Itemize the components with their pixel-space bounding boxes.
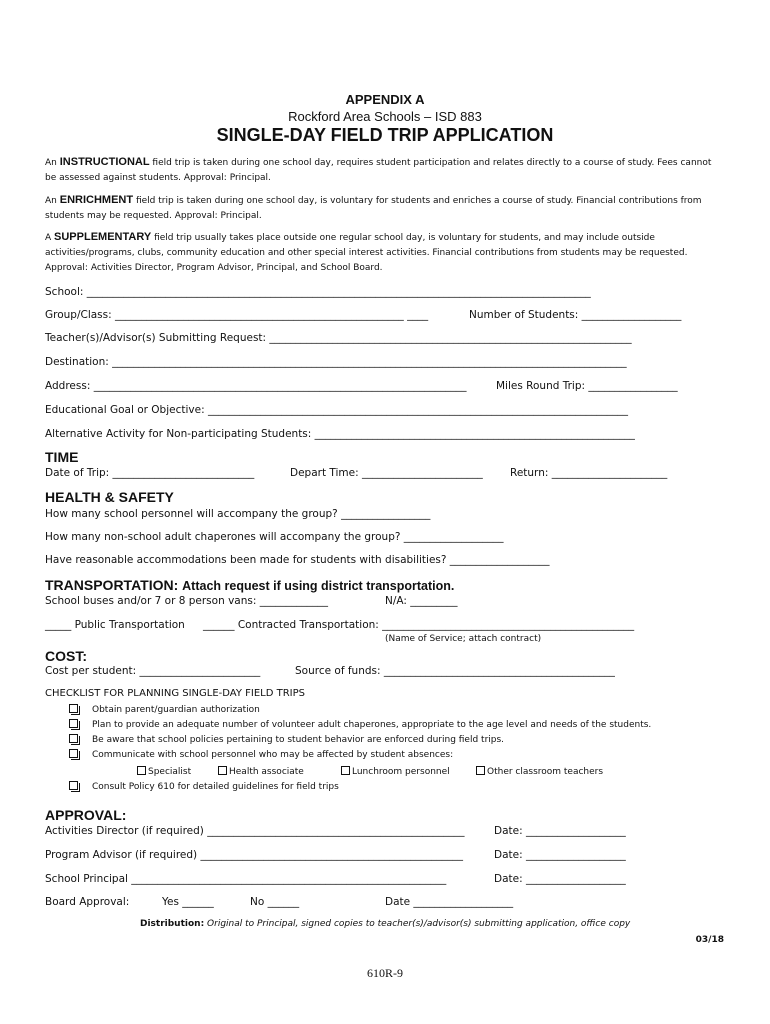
supplementary-term: SUPPLEMENTARY [54,231,152,243]
board-no-field[interactable]: No ______ [250,896,300,908]
school-field[interactable]: School: ________________________________________________________________________________________________ [45,286,591,298]
cost-per-student-field[interactable]: Cost per student: _______________________ [45,665,261,677]
school-buses-field[interactable]: School buses and/or 7 or 8 person vans: _____________ [45,595,328,607]
alternative-activity-field[interactable]: Alternative Activity for Non-participating Students: _____________________________________________________________ [45,428,635,440]
supplementary-pre: A [45,233,55,243]
date-of-trip-field[interactable]: Date of Trip: ___________________________ [45,467,255,479]
destination-field[interactable]: Destination: __________________________________________________________________________________________________ [45,356,627,368]
source-of-funds-field[interactable]: Source of funds: ____________________________________________ [295,665,615,677]
checkbox-icon[interactable] [69,704,78,713]
contracted-note: (Name of Service; attach contract) [385,634,542,644]
educational-goal-field[interactable]: Educational Goal or Objective: ________________________________________________________________________________ [45,404,628,416]
instructional-term: INSTRUCTIONAL [59,156,150,168]
number-of-students-field[interactable]: Number of Students: ___________________ [469,309,682,321]
health-safety-heading: HEALTH & SAFETY [45,489,174,505]
specialist-label: Specialist [148,767,192,777]
revision-date: 03/18 [695,935,724,945]
checklist-item: Be aware that school policies pertaining to student behavior are enforced during field trips. [92,735,505,745]
address-field[interactable]: Address: _______________________________________________________________________ [45,380,467,392]
checkbox-icon[interactable] [341,766,350,775]
checklist-item: Plan to provide an adequate number of volunteer adult chaperones, appropriate to the age level and needs of the students. [92,720,652,730]
transportation-note: Attach request if using district transportation. [182,579,455,593]
checkbox-icon[interactable] [69,734,78,743]
health-associate-label: Health associate [229,767,304,777]
program-advisor-field[interactable]: Program Advisor (if required) __________________________________________________ [45,849,463,861]
board-date-field[interactable]: Date ___________________ [385,896,514,908]
enrichment-text: field trip is taken during one school day, is voluntary for students and enriches a course of study. Financial contributions from students may be requested. Approval: Principal. [45,196,702,221]
district-name: Rockford Area Schools – ISD 883 [288,109,482,124]
checkbox-icon[interactable] [137,766,146,775]
school-principal-field[interactable]: School Principal ____________________________________________________________ [45,873,447,885]
appendix-label: APPENDIX A [345,92,425,107]
accommodations-field[interactable]: Have reasonable accommodations been made for students with disabilities? ___________________ [45,554,550,566]
checkbox-icon[interactable] [69,719,78,728]
board-approval-label: Board Approval: [45,896,130,908]
activities-director-field[interactable]: Activities Director (if required) _________________________________________________ [45,825,465,837]
supplementary-paragraph [45,230,725,276]
other-teachers-label: Other classroom teachers [487,767,604,777]
na-field[interactable]: N/A: _________ [385,595,458,607]
school-principal-date-field[interactable]: Date: ___________________ [494,873,626,885]
other-teachers-option[interactable] [476,765,603,780]
board-yes-field[interactable]: Yes ______ [162,896,214,908]
checkbox-icon[interactable] [69,749,78,758]
distribution-label: Distribution: [140,919,205,929]
instructional-pre: An [45,158,60,168]
cost-heading: COST: [45,648,87,664]
checklist-title: CHECKLIST FOR PLANNING SINGLE-DAY FIELD TRIPS [45,688,306,699]
distribution-note [140,919,630,929]
health-associate-option[interactable] [218,765,304,780]
checklist-item: Consult Policy 610 for detailed guidelines for field trips [92,782,339,792]
transportation-heading [45,577,454,593]
contracted-transportation-field[interactable]: ______ Contracted Transportation: ________________________________________________ [203,619,635,631]
lunchroom-personnel-label: Lunchroom personnel [352,767,450,777]
public-transportation-field[interactable]: _____ Public Transportation [45,619,185,631]
instructional-text: field trip is taken during one school day, requires student participation and relates directly to a course of study. Fees cannot be assessed against students. Approval: Principal. [45,158,712,183]
group-class-field[interactable]: Group/Class: _______________________________________________________ ____ [45,309,429,321]
instructional-paragraph [45,155,725,186]
return-field[interactable]: Return: ______________________ [510,467,668,479]
distribution-text: Original to Principal, signed copies to teacher(s)/advisor(s) submitting application, office copy [204,919,631,929]
school-personnel-field[interactable]: How many school personnel will accompany the group? _________________ [45,508,431,520]
teacher-advisor-field[interactable]: Teacher(s)/Advisor(s) Submitting Request: _____________________________________________________________________ [45,332,632,344]
activities-director-date-field[interactable]: Date: ___________________ [494,825,626,837]
checkbox-icon[interactable] [218,766,227,775]
enrichment-paragraph [45,193,725,224]
lunchroom-personnel-option[interactable] [341,765,450,780]
program-advisor-date-field[interactable]: Date: ___________________ [494,849,626,861]
checklist-item: Communicate with school personnel who may be affected by student absences: [92,750,454,760]
approval-heading: APPROVAL: [45,807,127,823]
checkbox-icon[interactable] [476,766,485,775]
form-number: 610R-9 [367,966,403,980]
supplementary-text: field trip usually takes place outside one regular school day, is voluntary for students, and may include outside activities/programs, clubs, community education and other special interest activities. Financial contributions from students may be requested. Approval: Activities Director, Program Advisor, Principal, and School Board. [45,233,688,273]
checkbox-icon[interactable] [69,781,78,790]
adult-chaperones-field[interactable]: How many non-school adult chaperones will accompany the group? ___________________ [45,531,504,543]
time-heading: TIME [45,449,79,465]
transportation-title: TRANSPORTATION: [45,577,179,593]
form-title: SINGLE-DAY FIELD TRIP APPLICATION [216,125,554,145]
enrichment-pre: An [45,196,60,206]
miles-round-trip-field[interactable]: Miles Round Trip: _________________ [496,380,678,392]
depart-time-field[interactable]: Depart Time: _______________________ [290,467,483,479]
enrichment-term: ENRICHMENT [59,194,134,206]
specialist-option[interactable] [137,765,191,780]
checklist-item: Obtain parent/guardian authorization [92,705,260,715]
